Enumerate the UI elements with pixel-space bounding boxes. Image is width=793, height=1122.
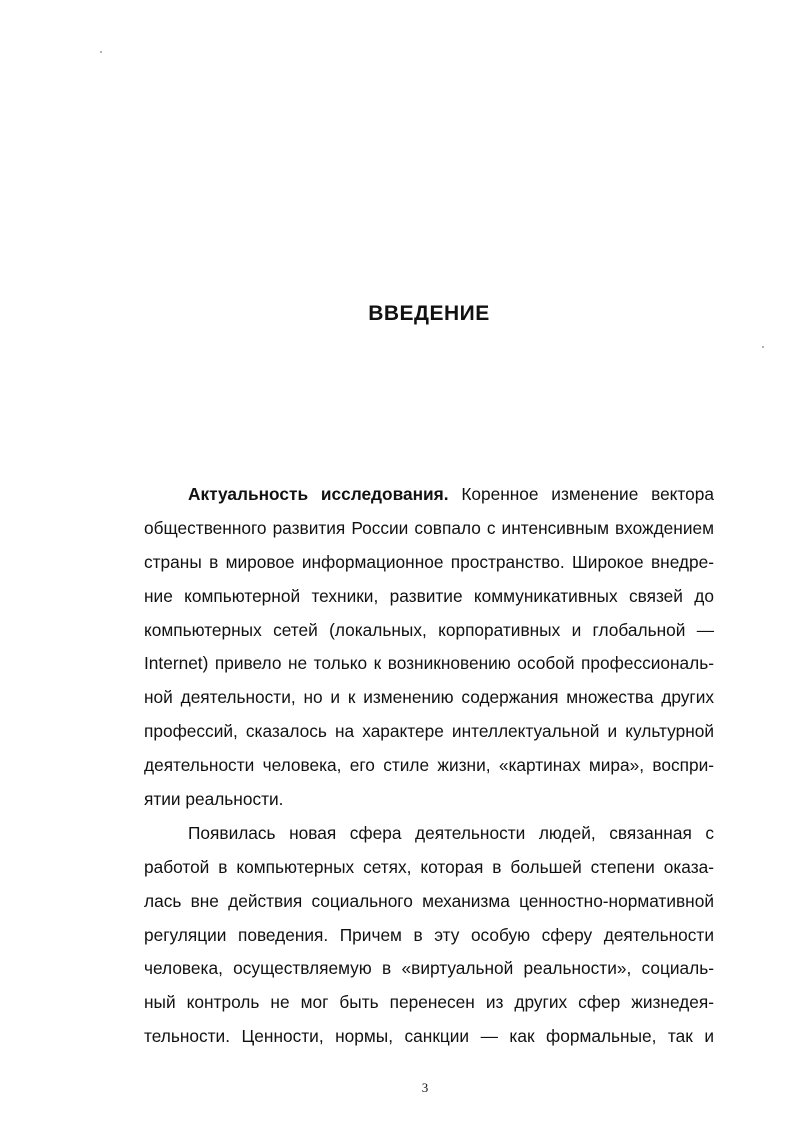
scan-speck bbox=[762, 346, 764, 348]
paragraph-line: Internet) привело не только к возникновению особой профессиональ- bbox=[144, 653, 714, 674]
paragraph-line: работой в компьютерных сетях, которая в большей степени оказа- bbox=[144, 856, 714, 877]
paragraph-line: лась вне действия социального механизма ценностно-нормативной bbox=[144, 890, 714, 911]
scan-speck bbox=[100, 51, 102, 53]
paragraph-line bbox=[144, 478, 714, 512]
body-text bbox=[144, 478, 714, 1054]
paragraph-line: общественного развития России совпало с интенсивным вхождением bbox=[144, 517, 714, 538]
paragraph-line: ятии реальности. bbox=[144, 789, 284, 810]
paragraph-line: ние компьютерной техники, развитие коммуникативных связей до bbox=[144, 585, 714, 606]
page-title: ВВЕДЕНИЕ bbox=[368, 302, 490, 325]
paragraph-line: ной деятельности, но и к изменению содержания множества других bbox=[144, 687, 714, 708]
paragraph-line: деятельности человека, его стиле жизни, «картинах мира», воспри- bbox=[144, 755, 714, 776]
paragraph-line: регуляции поведения. Причем в эту особую сферу деятельности bbox=[144, 924, 714, 945]
paragraph-line: человека, осуществляемую в «виртуальной реальности», социаль- bbox=[144, 958, 714, 979]
paragraph-line: тельности. Ценности, нормы, санкции — как формальные, так и bbox=[144, 1026, 714, 1047]
paragraph-line: ный контроль не мог быть перенесен из других сфер жизнедея- bbox=[144, 992, 714, 1013]
paragraph-text: Коренное изменение вектора bbox=[448, 484, 714, 504]
page-number: 3 bbox=[421, 1080, 429, 1095]
paragraph-line: компьютерных сетей (локальных, корпоративных и глобальной — bbox=[144, 619, 714, 640]
paragraph-line: Появилась новая сфера деятельности людей, связанная с bbox=[188, 822, 714, 843]
paragraph-line: профессий, сказалось на характере интеллектуальной и культурной bbox=[144, 721, 714, 742]
section-lead: Актуальность исследования. bbox=[188, 484, 449, 504]
paragraph-line: страны в мировое информационное пространство. Широкое внедре- bbox=[144, 551, 714, 572]
